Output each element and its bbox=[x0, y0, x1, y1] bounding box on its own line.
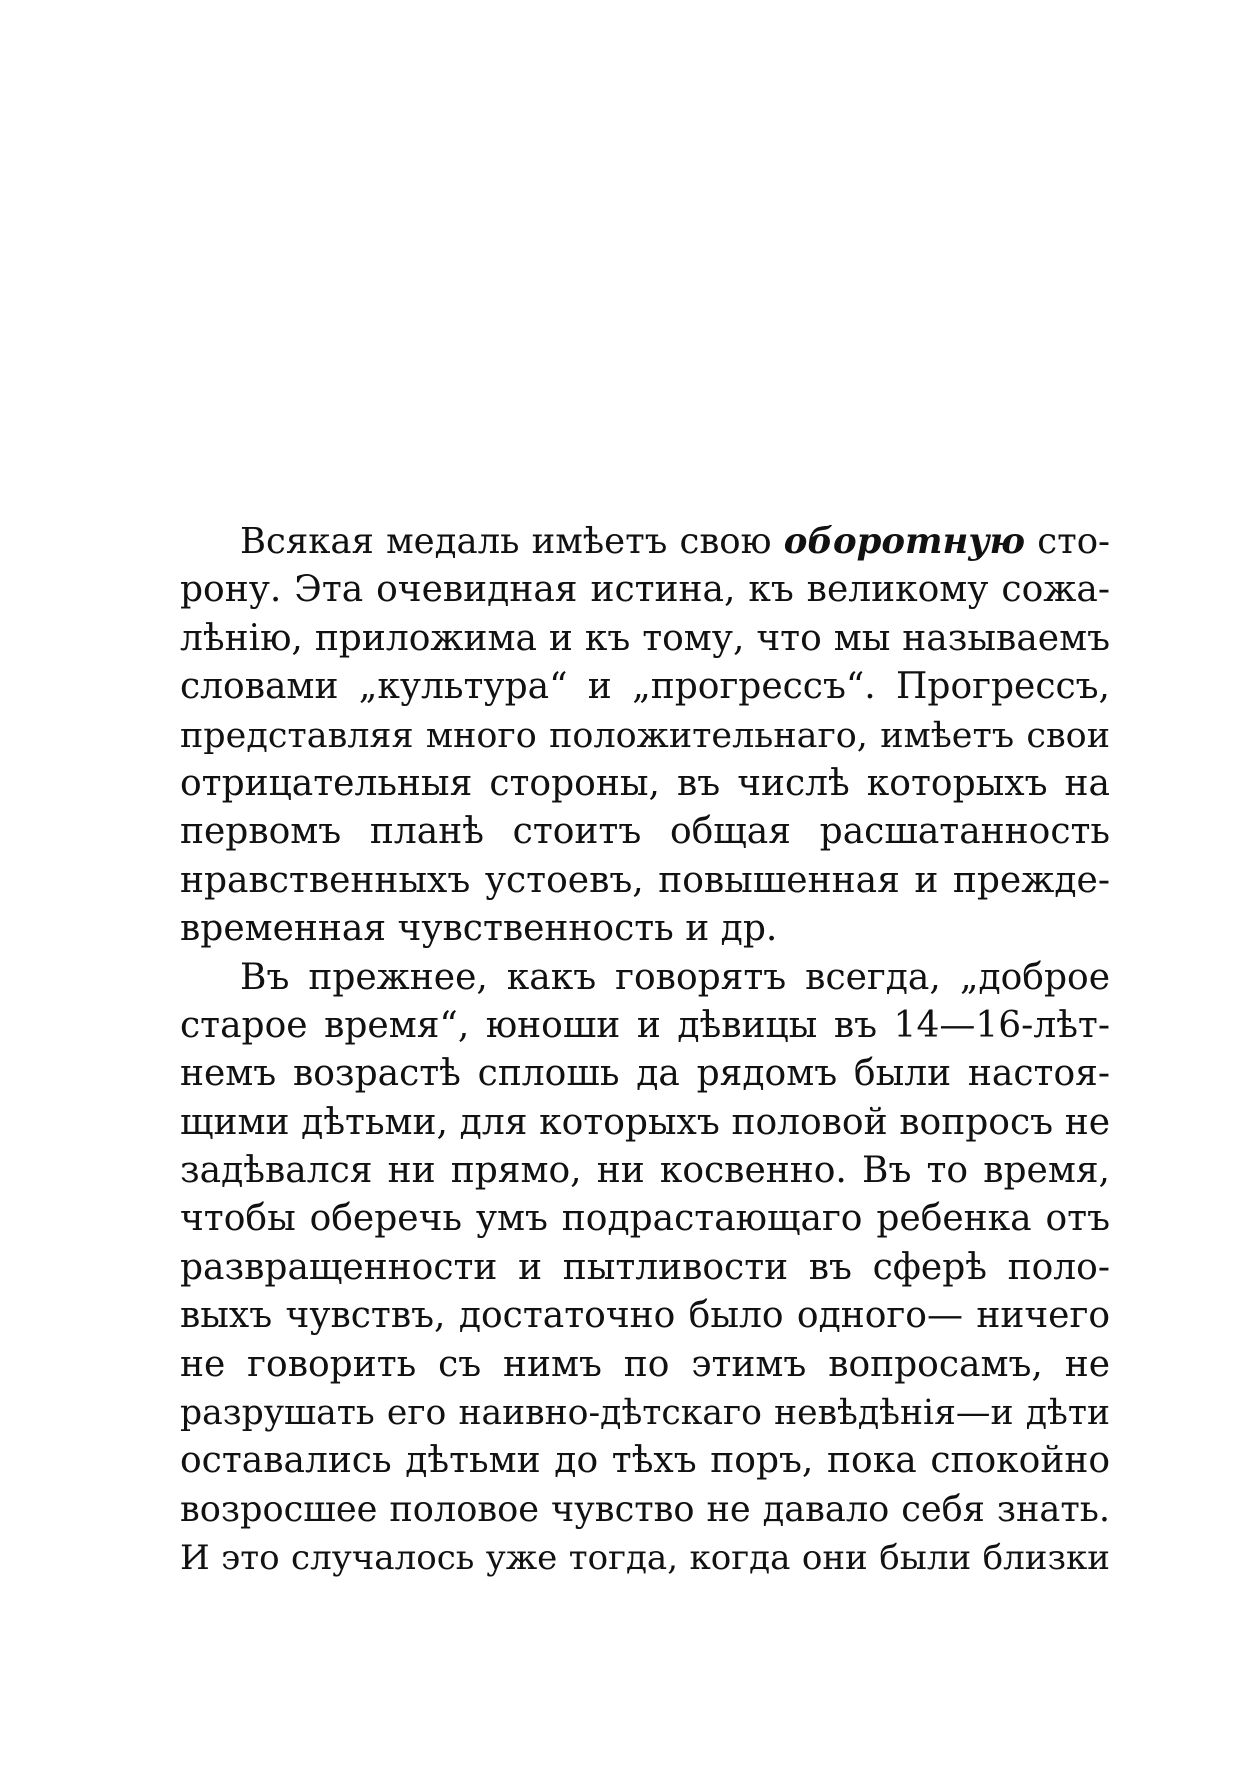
text-line: возросшее половое чувство не давало себя знать. bbox=[180, 1488, 1110, 1530]
text-segment: сто- bbox=[1025, 521, 1110, 562]
paragraph-2 bbox=[180, 954, 1110, 1583]
text-segment: Всякая медаль имѣетъ свою bbox=[240, 521, 784, 562]
text-line: развращенности и пытливости въ сферѣ поло- bbox=[180, 1246, 1110, 1288]
text-line: оставались дѣтьми до тѣхъ поръ, пока спокойно bbox=[180, 1440, 1110, 1482]
text-line: задѣвался ни прямо, ни косвенно. Въ то время, bbox=[180, 1150, 1110, 1192]
text-line: временная чувственность и др. bbox=[180, 908, 778, 950]
body-text bbox=[180, 518, 1110, 1583]
text-line: разрушать его наивно-дѣтскаго невѣдѣнія—и дѣти bbox=[180, 1393, 1110, 1434]
text-line: рону. Эта очевидная истина, къ великому сожа- bbox=[180, 569, 1110, 611]
text-line: первомъ планѣ стоитъ общая расшатанность bbox=[180, 811, 1110, 853]
text-line bbox=[180, 518, 1110, 566]
text-line: выхъ чувствъ, достаточно было одного— ничего bbox=[180, 1295, 1110, 1337]
text-line: немъ возрастѣ сплошь да рядомъ были настоя- bbox=[180, 1053, 1110, 1095]
text-line: лѣнію, приложима и къ тому, что мы называемъ bbox=[180, 617, 1110, 659]
text-line: И это случалось уже тогда, когда они были близки bbox=[180, 1538, 1110, 1579]
emphasized-word: оборотную bbox=[783, 521, 1026, 562]
text-line: Въ прежнее, какъ говорятъ всегда, „доброе bbox=[240, 956, 1110, 998]
text-line: словами „культура“ и „прогрессъ“. Прогрессъ, bbox=[180, 666, 1110, 708]
text-line: чтобы оберечь умъ подрастающаго ребенка отъ bbox=[180, 1198, 1110, 1240]
text-line: не говорить съ нимъ по этимъ вопросамъ, не bbox=[180, 1343, 1110, 1385]
text-line: представляя много положительнаго, имѣетъ свои bbox=[180, 715, 1110, 756]
paragraph-1 bbox=[180, 518, 1110, 954]
text-line: старое время“, юноши и дѣвицы въ 14—16-лѣт- bbox=[180, 1004, 1110, 1046]
text-line: отрицательныя стороны, въ числѣ которыхъ на bbox=[180, 762, 1110, 804]
text-line: щими дѣтьми, для которыхъ половой вопросъ не bbox=[180, 1101, 1110, 1143]
text-line: нравственныхъ устоевъ, повышенная и прежде- bbox=[180, 859, 1110, 901]
